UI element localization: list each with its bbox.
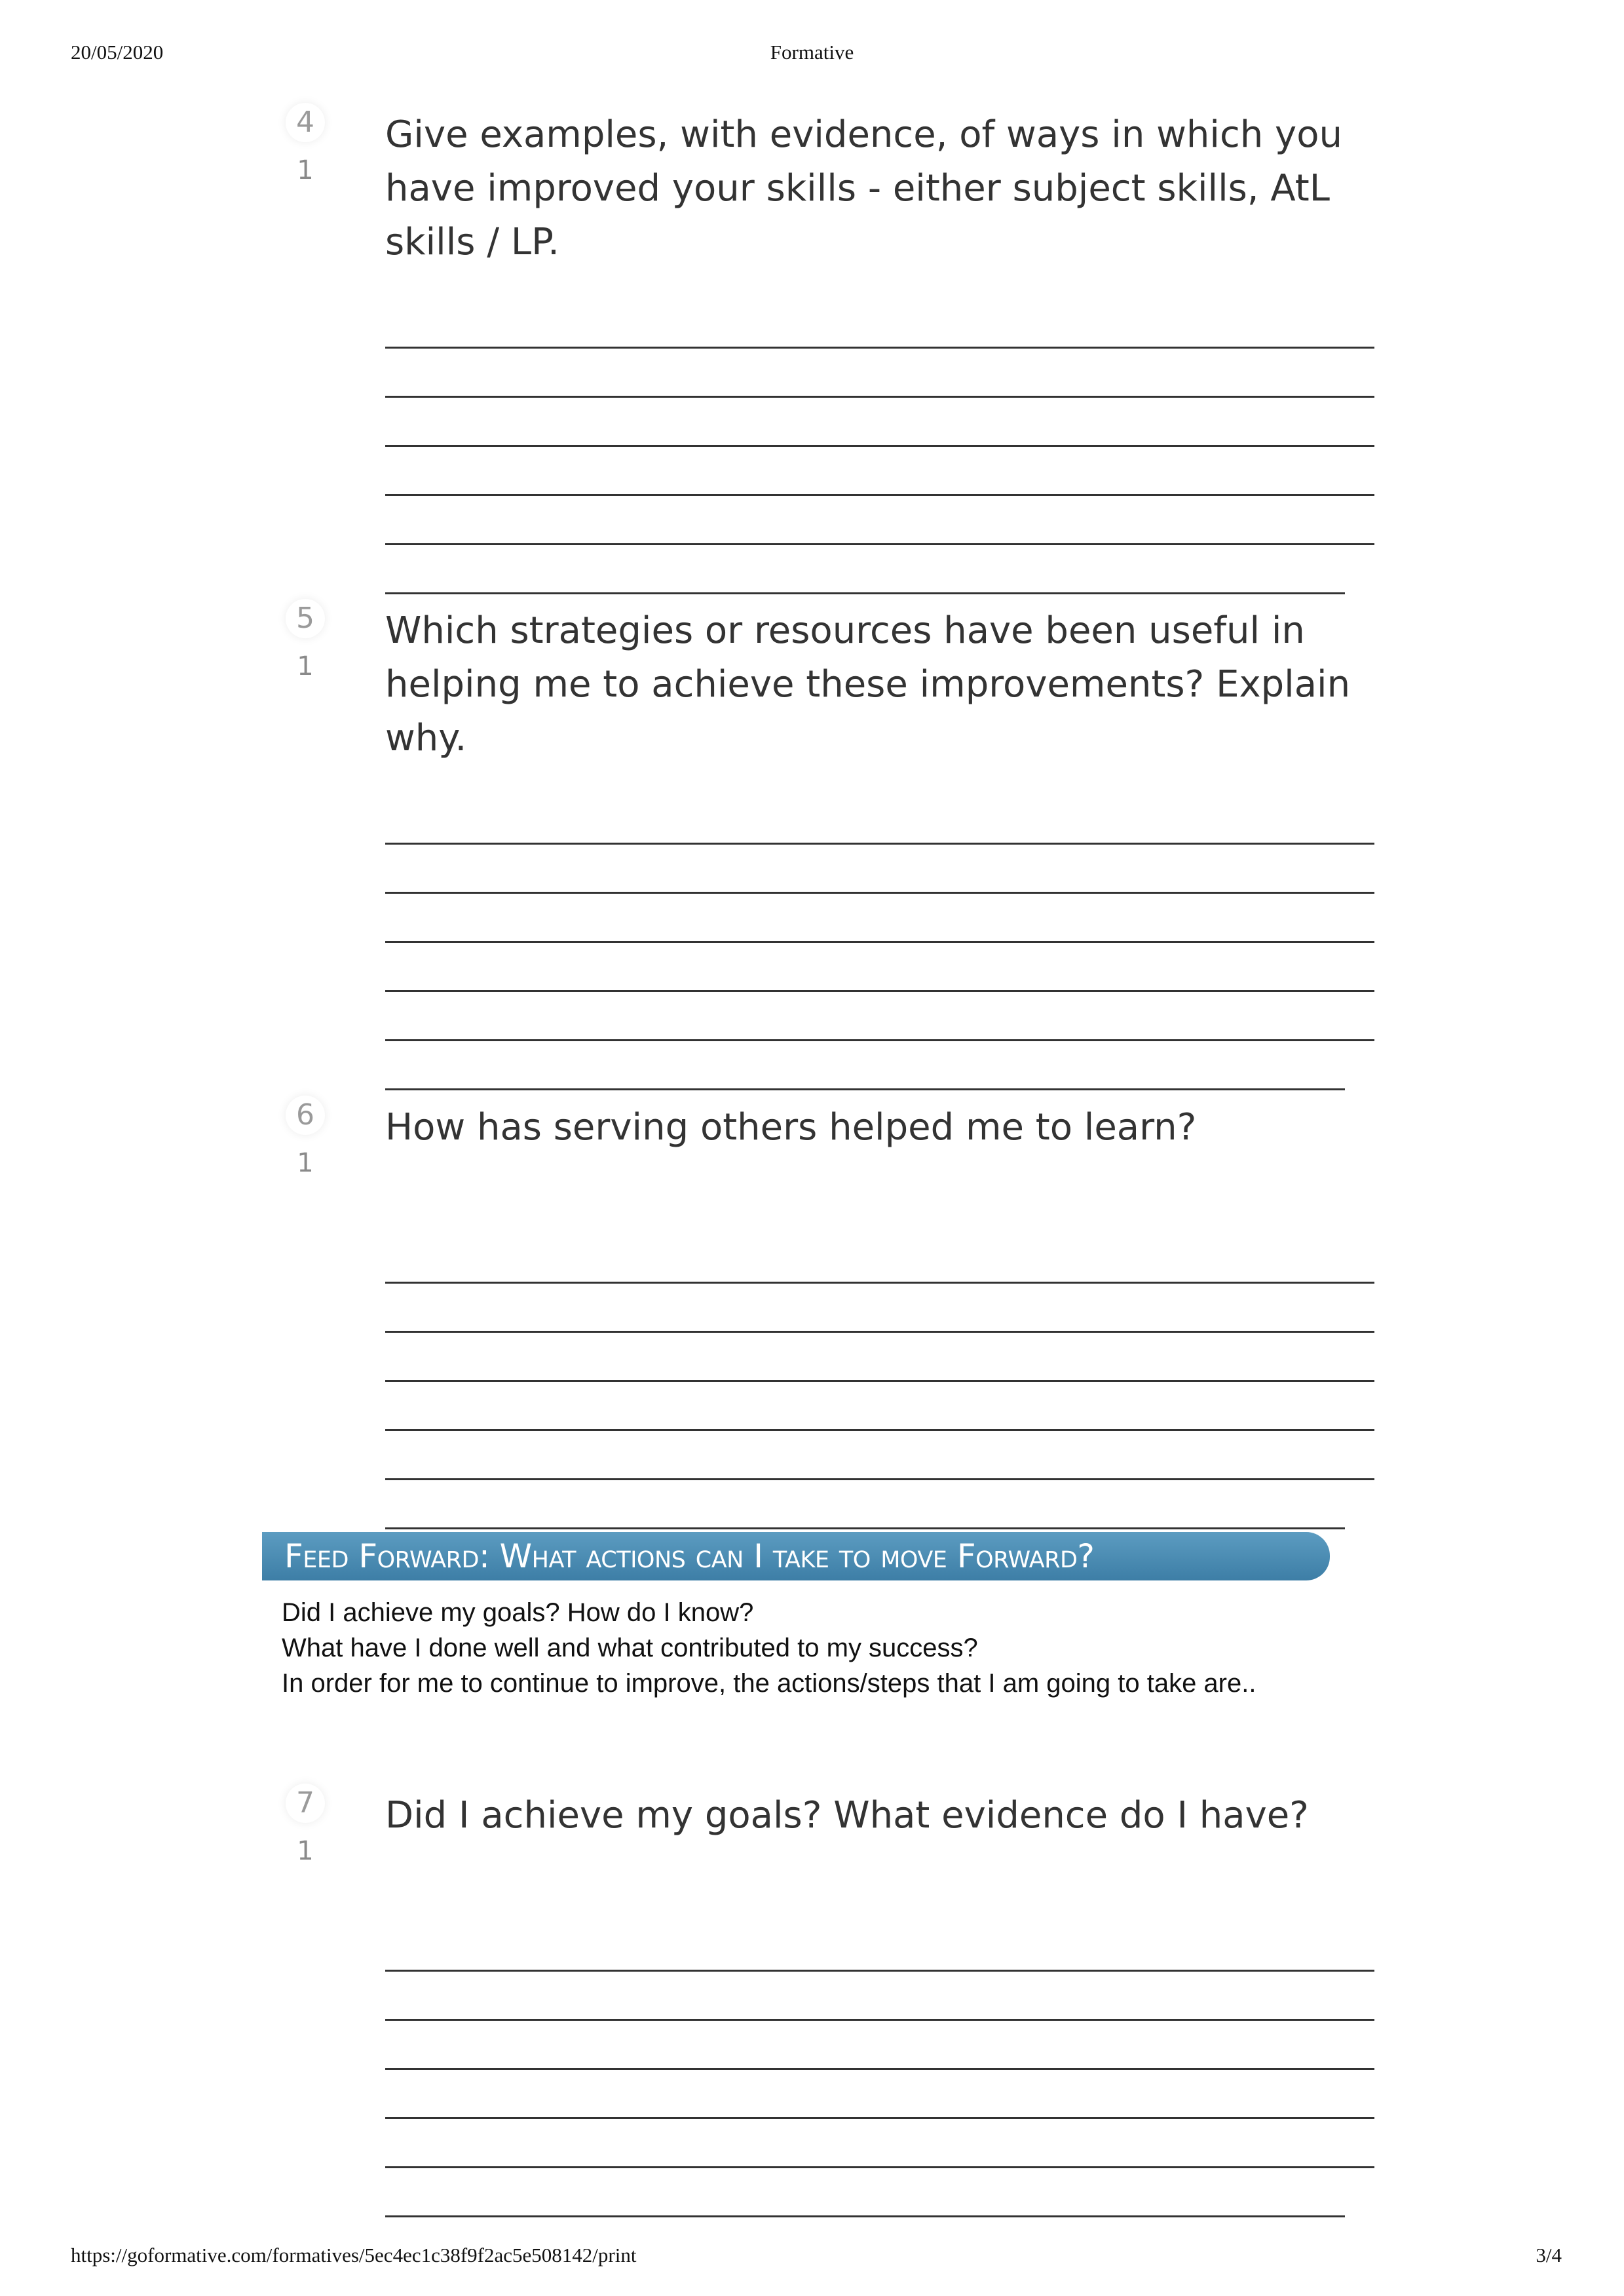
answer-line[interactable] [385, 398, 1374, 447]
answer-line[interactable] [385, 943, 1374, 992]
answer-line[interactable] [385, 1284, 1374, 1333]
question-points: 1 [297, 155, 314, 185]
feed-forward-section [262, 1532, 1336, 1701]
feed-forward-prompt: What have I done well and what contributed to my success? [282, 1634, 978, 1662]
answer-line[interactable] [385, 1234, 1374, 1284]
question-number: 7 [286, 1784, 325, 1823]
answer-line[interactable] [385, 1431, 1374, 1480]
answer-line[interactable] [385, 992, 1374, 1041]
print-date: 20/05/2020 [71, 41, 164, 64]
answer-line[interactable] [385, 894, 1374, 943]
question-points: 1 [297, 651, 314, 681]
question-number: 4 [286, 103, 325, 142]
feed-forward-banner: Feed Forward: What actions can I take to move Forward? [262, 1532, 1330, 1580]
answer-line[interactable] [385, 2021, 1374, 2070]
answer-area[interactable] [385, 1234, 1374, 1529]
feed-forward-prompt: Did I achieve my goals? How do I know? [282, 1598, 754, 1627]
answer-area[interactable] [385, 299, 1374, 594]
question-number: 5 [286, 599, 325, 638]
question-text: Give examples, with evidence, of ways in which you have improved your skills - either subject skills, AtL skills / LP. [385, 113, 1342, 263]
question-number: 6 [286, 1096, 325, 1135]
answer-line[interactable] [385, 545, 1345, 594]
answer-line[interactable] [385, 447, 1374, 496]
answer-area[interactable] [385, 795, 1374, 1090]
answer-line[interactable] [385, 2070, 1374, 2119]
question-text: Which strategies or resources have been useful in helping me to achieve these improvements? Explain why. [385, 609, 1351, 759]
answer-line[interactable] [385, 496, 1374, 545]
question-points: 1 [297, 1148, 314, 1178]
print-url: https://goformative.com/formatives/5ec4ec1c38f9f2ac5e508142/print [71, 2244, 637, 2267]
answer-line[interactable] [385, 2119, 1374, 2168]
answer-line[interactable] [385, 299, 1374, 349]
answer-line[interactable] [385, 2168, 1345, 2217]
answer-line[interactable] [385, 1041, 1345, 1090]
answer-line[interactable] [385, 845, 1374, 894]
answer-area[interactable] [385, 1923, 1374, 2217]
question-text: Did I achieve my goals? What evidence do I have? [385, 1794, 1309, 1837]
question-text: How has serving others helped me to learn? [385, 1106, 1197, 1149]
answer-line[interactable] [385, 1333, 1374, 1382]
answer-line[interactable] [385, 1972, 1374, 2021]
question-points: 1 [297, 1836, 314, 1866]
answer-line[interactable] [385, 795, 1374, 845]
feed-forward-prompts [262, 1595, 1336, 1701]
answer-line[interactable] [385, 1382, 1374, 1431]
page-number: 3/4 [1536, 2244, 1562, 2267]
print-title: Formative [770, 41, 854, 64]
answer-line[interactable] [385, 1923, 1374, 1972]
answer-line[interactable] [385, 1480, 1345, 1529]
feed-forward-prompt: In order for me to continue to improve, the actions/steps that I am going to take are.. [282, 1669, 1256, 1698]
answer-line[interactable] [385, 349, 1374, 398]
